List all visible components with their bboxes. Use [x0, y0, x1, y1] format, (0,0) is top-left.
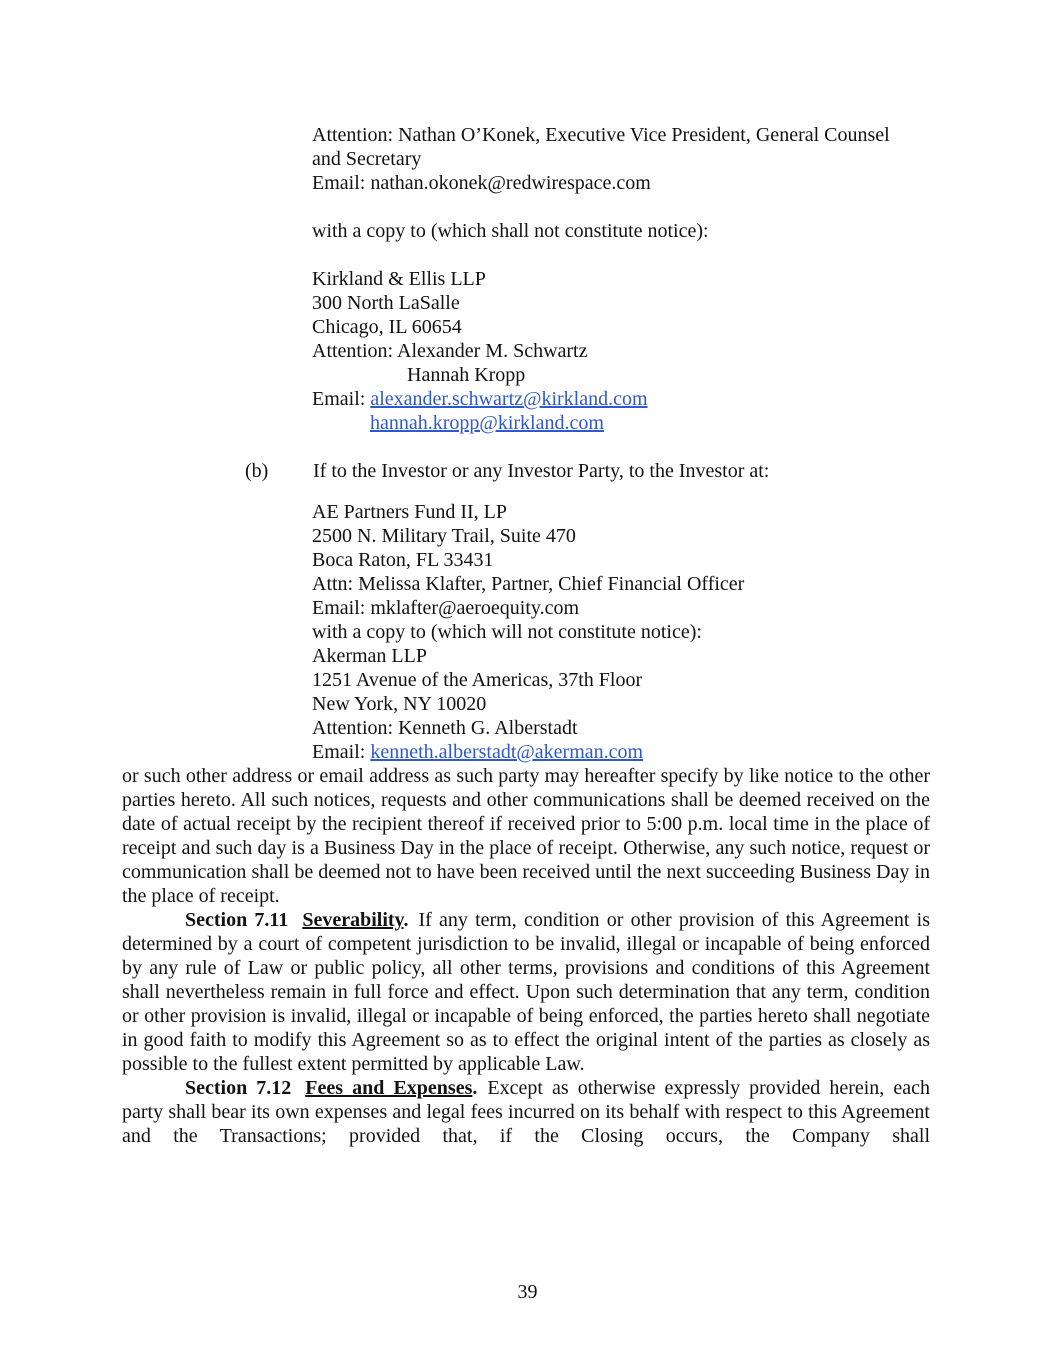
section-7-12-paragraph	[122, 1076, 930, 1148]
address-line: and Secretary	[312, 148, 422, 170]
address-line: Attn: Melissa Klafter, Partner, Chief Financial Officer	[312, 573, 745, 595]
section-body-text: Except as otherwise expressly provided herein, each party shall bear its own expenses and legal fees incurred on its behalf with respect to this Agreement and the Transactions; provided that, if the Closing occurs, the Company shall	[122, 1077, 930, 1147]
address-line: Attention: Kenneth G. Alberstadt	[312, 717, 578, 739]
email-label: Email:	[312, 388, 371, 410]
address-line: 2500 N. Military Trail, Suite 470	[312, 525, 576, 547]
company-copy-intro	[312, 219, 930, 243]
company-notice-block	[312, 123, 930, 195]
address-line: Boca Raton, FL 33431	[312, 549, 494, 571]
document-content	[122, 123, 930, 1148]
page-number: 39	[517, 1281, 538, 1303]
email-link[interactable]: kenneth.alberstadt@akerman.com	[370, 741, 644, 763]
address-line: Email: mklafter@aeroequity.com	[312, 597, 580, 619]
item-b-text: If to the Investor or any Investor Party, to the Investor at:	[313, 460, 770, 482]
investor-notice-block	[312, 500, 930, 764]
address-line: Chicago, IL 60654	[312, 316, 462, 338]
section-7-11-paragraph	[122, 908, 930, 1076]
notice-item-b	[122, 459, 930, 483]
copy-intro-line: with a copy to (which will not constitute notice):	[312, 621, 702, 643]
address-line: Email: nathan.okonek@redwirespace.com	[312, 172, 651, 194]
address-line: 1251 Avenue of the Americas, 37th Floor	[312, 669, 643, 691]
address-line: Attention: Alexander M. Schwartz	[312, 340, 588, 362]
address-line: Kirkland & Ellis LLP	[312, 268, 486, 290]
address-line: Akerman LLP	[312, 645, 427, 667]
section-title: Severability	[302, 909, 404, 931]
section-label: Section 7.12	[185, 1077, 292, 1099]
address-line: 300 North LaSalle	[312, 292, 460, 314]
email-line	[370, 411, 930, 435]
copy-intro-line: with a copy to (which shall not constitute notice):	[312, 220, 709, 242]
section-title-period: .	[472, 1077, 478, 1099]
email-line	[312, 387, 930, 411]
email-link[interactable]: hannah.kropp@kirkland.com	[370, 412, 604, 434]
address-line: New York, NY 10020	[312, 693, 487, 715]
item-b-label: (b)	[245, 460, 269, 482]
address-line: Hannah Kropp	[407, 364, 526, 386]
section-label: Section 7.11	[185, 909, 289, 931]
notices-closing-paragraph: or such other address or email address as such party may hereafter specify by like notice to the other parties hereto. All such notices, requests and other communications shall be deemed received on the date of actual receipt by the recipient thereof if received prior to 5:00 p.m. local time in the place of receipt and such day is a Business Day in the place of receipt. Otherwise, any such notice, request or communication shall be deemed not to have been received until the next succeeding Business Day in the place of receipt.	[122, 765, 930, 907]
section-title: Fees and Expenses	[305, 1077, 473, 1099]
section-body-text: If any term, condition or other provision of this Agreement is determined by a court of competent jurisdiction to be invalid, illegal or incapable of being enforced by any rule of Law or public policy, all other terms, provisions and conditions of this Agreement shall nevertheless remain in full force and effect. Upon such determination that any term, condition or other provision is invalid, illegal or incapable of being enforced, the parties hereto shall negotiate in good faith to modify this Agreement so as to effect the original intent of the parties as closely as possible to the fullest extent permitted by applicable Law.	[122, 909, 930, 1075]
company-counsel-block	[312, 267, 930, 435]
section-title-period: .	[403, 909, 409, 931]
address-line: AE Partners Fund II, LP	[312, 501, 507, 523]
email-line	[312, 740, 930, 764]
email-link[interactable]: alexander.schwartz@kirkland.com	[370, 388, 648, 410]
address-line: Attention: Nathan O’Konek, Executive Vice President, General Counsel	[312, 124, 890, 146]
email-label: Email:	[312, 741, 371, 763]
